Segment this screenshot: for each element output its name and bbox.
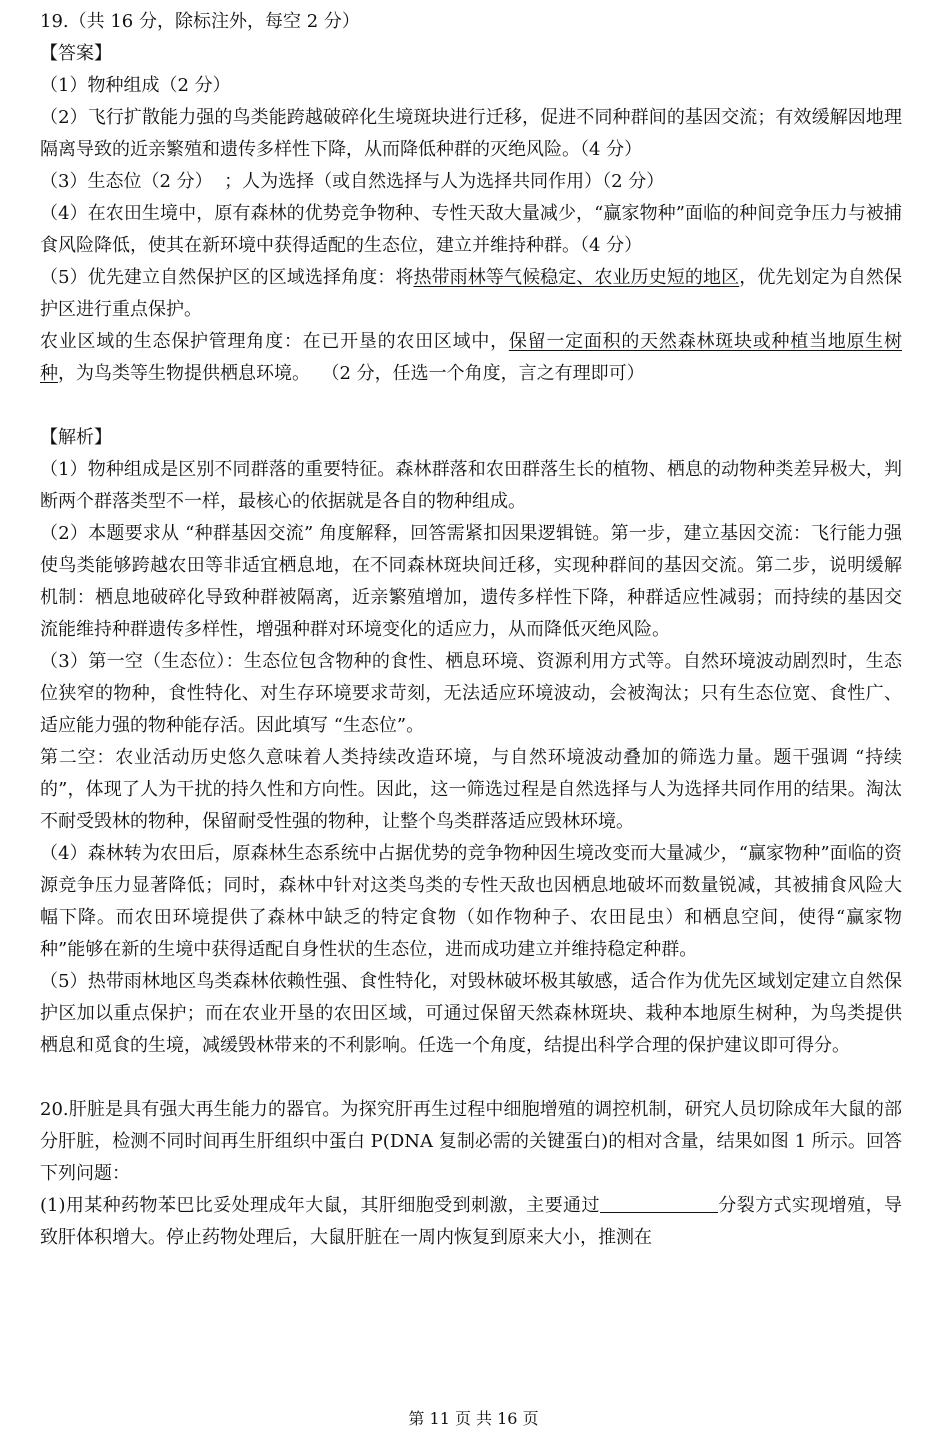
- answer-5b-suffix: ，为鸟类等生物提供栖息环境。 （2 分，任选一个角度，言之有理即可）: [58, 363, 645, 384]
- analysis-4: （4）森林转为农田后，原森林生态系统中占据优势的竞争物种因生境改变而大量减少，“赢家物种”面临的资源竞争压力显著降低；同时，森林中针对这类鸟类的专性天敌也因栖息地破坏而数量锐减，其被捕食风险大幅下降。而农田环境提供了森林中缺乏的特定食物（如作物种子、农田昆虫）和栖息空间，使得“赢家物种”能够在新的生境中获得适配自身性状的生态位，进而成功建立并维持稳定种群。: [40, 843, 902, 960]
- answer-5b: [40, 326, 902, 390]
- answer-5: [40, 262, 902, 326]
- answer-5-suffix: ，优先划定为自然保护区进行重点保护。: [40, 267, 903, 320]
- analysis-label: 【解析】: [40, 427, 112, 448]
- answer-1: （1）物种组成（2 分）: [40, 75, 231, 96]
- analysis-3b: 第二空：农业活动历史悠久意味着人类持续改造环境，与自然环境波动叠加的筛选力量。题干强调 “持续的”，体现了人为干扰的持久性和方向性。因此，这一筛选过程是自然选择与人为选择共同作用的结果。淘汰不耐受毁林的物种，保留耐受性强的物种，让整个鸟类群落适应毁林环境。: [40, 747, 902, 832]
- answer-3: （3）生态位（2 分） ；人为选择（或自然选择与人为选择共同作用）（2 分）: [40, 171, 665, 192]
- answer-4: （4）在农田生境中，原有森林的优势竞争物种、专性天敌大量减少，“赢家物种”面临的种间竞争压力与被捕食风险降低，使其在新环境中获得适配的生态位，建立并维持种群。（4 分）: [40, 203, 902, 256]
- q20-part-1-prefix: (1)用某种药物苯巴比妥处理成年大鼠，其肝细胞受到刺激，主要通过: [40, 1195, 600, 1216]
- q19-header: 19.（共 16 分，除标注外，每空 2 分）: [40, 11, 360, 32]
- q20-part-1-suffix: 分裂方式实现增殖，导致肝体积增大。停止药物处理后，大鼠肝脏在一周内恢复到原来大小，推测在: [40, 1195, 902, 1248]
- page-number: 第 11 页 共 16 页: [408, 1409, 539, 1428]
- answer-label: 【答案】: [40, 43, 112, 64]
- document-page: [40, 6, 902, 1254]
- spacer: [40, 1062, 902, 1094]
- q20-stem: 20.肝脏是具有强大再生能力的器官。为探究肝再生过程中细胞增殖的调控机制，研究人员切除成年大鼠的部分肝脏，检测不同时间再生肝组织中蛋白 P(DNA 复制必需的关键蛋白)的相对含量，结果如图 1 所示。回答下列问题：: [40, 1099, 902, 1184]
- answer-5b-underline: 保留一定面积的天然森林斑块或种植当地原生树种: [40, 331, 902, 384]
- spacer: [40, 390, 902, 422]
- analysis-3: （3）第一空（生态位）：生态位包含物种的食性、栖息环境、资源利用方式等。自然环境波动剧烈时，生态位狭窄的物种，食性特化、对生存环境要求苛刻，无法适应环境波动，会被淘汰；只有生态位宽、食性广、适应能力强的物种能存活。因此填写 “生态位”。: [40, 651, 902, 736]
- answer-2: （2）飞行扩散能力强的鸟类能跨越破碎化生境斑块进行迁移，促进不同种群间的基因交流；有效缓解因地理隔离导致的近亲繁殖和遗传多样性下降，从而降低种群的灭绝风险。（4 分）: [40, 107, 902, 160]
- analysis-1: （1）物种组成是区别不同群落的重要特征。森林群落和农田群落生长的植物、栖息的动物种类差异极大，判断两个群落类型不一样，最核心的依据就是各自的物种组成。: [40, 459, 902, 512]
- analysis-5: （5）热带雨林地区鸟类森林依赖性强、食性特化，对毁林破坏极其敏感，适合作为优先区域划定建立自然保护区加以重点保护；而在农业开垦的农田区域，可通过保留天然森林斑块、栽种本地原生树种，为鸟类提供栖息和觅食的生境，减缓毁林带来的不利影响。任选一个角度，结提出科学合理的保护建议即可得分。: [40, 971, 902, 1056]
- analysis-2: （2）本题要求从 “种群基因交流” 角度解释，回答需紧扣因果逻辑链。第一步，建立基因交流：飞行能力强使鸟类能够跨越农田等非适宜栖息地，在不同森林斑块间迁移，实现种群间的基因交流。第二步，说明缓解机制：栖息地破碎化导致种群被隔离，近亲繁殖增加，遗传多样性下降，种群适应性减弱；而持续的基因交流能维持种群遗传多样性，增强种群对环境变化的适应力，从而降低灭绝风险。: [40, 523, 902, 640]
- answer-5b-prefix: 农业区域的生态保护管理角度：在已开垦的农田区域中，: [40, 331, 509, 352]
- q20-part-1: [40, 1190, 902, 1254]
- answer-5-prefix: （5）优先建立自然保护区的区域选择角度：将: [40, 267, 414, 288]
- answer-5-underline: 热带雨林等气候稳定、农业历史短的地区: [413, 267, 740, 288]
- answer-blank: [600, 1194, 718, 1213]
